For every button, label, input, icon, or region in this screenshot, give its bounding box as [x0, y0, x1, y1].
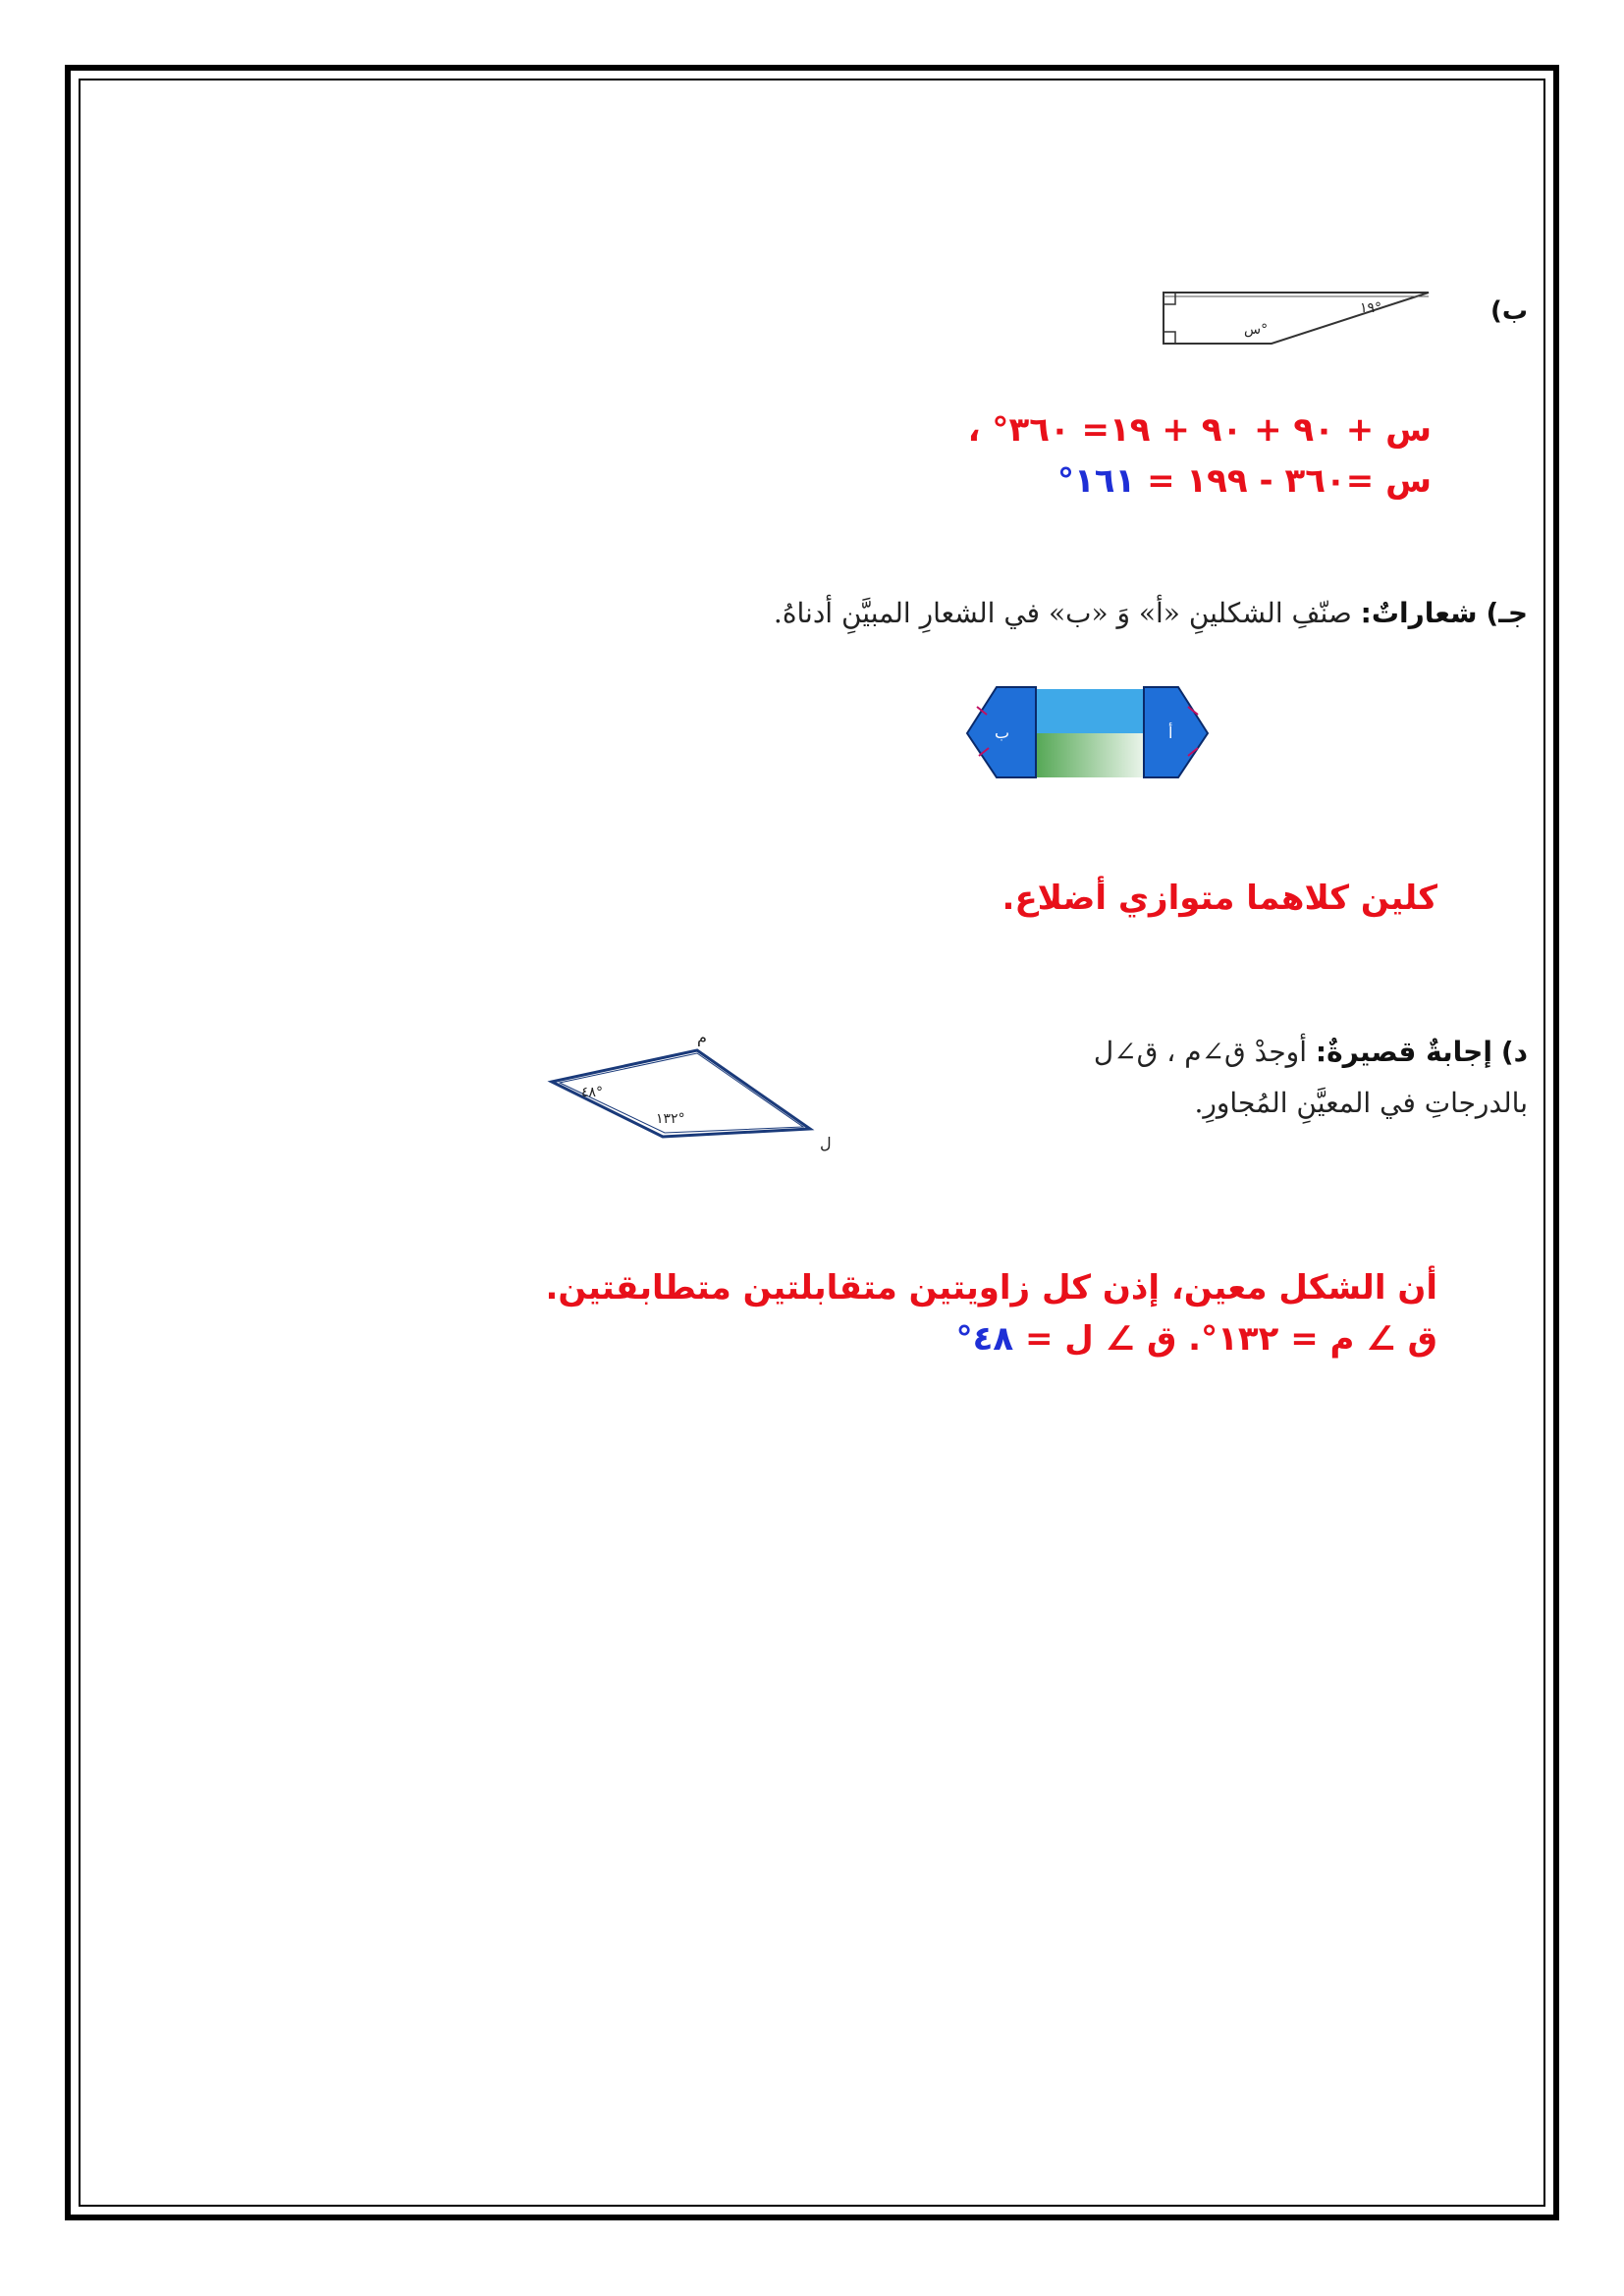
- rhombus-figure: [540, 1021, 854, 1158]
- part-d-title: إجابةٌ قصيرةٌ:: [1315, 1036, 1492, 1068]
- part-d-question-line2: بالدرجاتِ في المعيَّنِ المُجاورِ.: [1194, 1087, 1528, 1119]
- angle-132-label: ١٣٢°: [656, 1111, 685, 1127]
- angle-19-label: ١٩°: [1360, 300, 1382, 316]
- part-c-answer: كلين كلاهما متوازي أضلاع.: [1001, 879, 1437, 918]
- angle-x-label: س°: [1244, 322, 1269, 338]
- part-d-answer-value: ٤٨°: [955, 1319, 1014, 1359]
- part-b-answer-line2: [1057, 461, 1432, 501]
- part-c-title: شعاراتٌ:: [1360, 597, 1478, 629]
- logo-figure: [957, 667, 1222, 805]
- part-c-label: جـ): [1486, 597, 1528, 629]
- shape-a-label: أ: [1168, 723, 1173, 742]
- part-d-question-text1: أوجدْ ق∠م ، ق∠ل: [1093, 1036, 1307, 1068]
- angle-48-label: ٤٨°: [581, 1085, 604, 1100]
- part-b-answer-line1: س + ٩٠ + ٩٠ + ١٩= ٣٦٠° ،: [967, 410, 1432, 450]
- part-b-answer-value: ١٦١°: [1056, 461, 1136, 501]
- shape-b-label: ب: [995, 723, 1010, 742]
- part-d-answer-line1: أن الشكل معين، إذن كل زاويتين متقابلتين متطابقتين.: [545, 1268, 1437, 1308]
- part-d-answer-line2: [956, 1319, 1437, 1359]
- vertex-m-label: م: [697, 1028, 707, 1046]
- part-b-answer-line2-red: س =٣٦٠ - ١٩٩ =: [1135, 461, 1432, 501]
- part-d-label: د): [1500, 1036, 1528, 1068]
- part-c-question-text: صنّفِ الشكلينِ «أ» وَ «ب» في الشعارِ المبيَّنِ أدناهُ.: [773, 597, 1352, 629]
- part-b-label: ب): [1489, 296, 1528, 326]
- trapezoid-figure: [1154, 283, 1448, 361]
- part-c-question: [774, 597, 1528, 629]
- vertex-l-label: ل: [820, 1134, 832, 1152]
- part-d-question-line1: [1094, 1036, 1528, 1068]
- part-d-answer-line2-red: ق ∠ م = ١٣٢°. ق ∠ ل =: [1013, 1319, 1437, 1359]
- shape-a: [1144, 687, 1208, 777]
